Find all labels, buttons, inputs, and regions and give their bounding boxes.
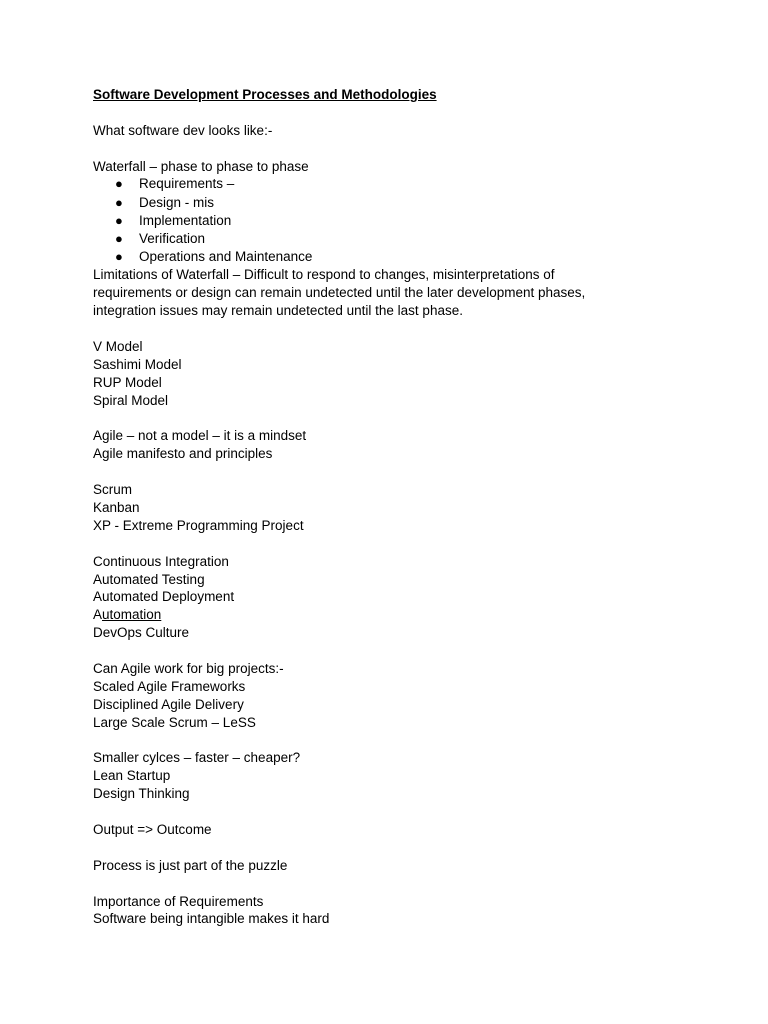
phase-label: Verification <box>139 231 206 247</box>
big-projects-line: Scaled Agile Frameworks <box>93 678 246 694</box>
limitations-line: integration issues may remain undetected until the last phase. <box>93 303 463 319</box>
spacer <box>93 875 693 893</box>
spacer <box>93 535 693 553</box>
phase-label: Design - mis <box>139 194 215 210</box>
model-item: V Model <box>93 338 143 354</box>
list-item <box>93 194 693 212</box>
list-item <box>93 248 693 266</box>
automation-prefix: A <box>93 607 103 623</box>
phase-label: Operations and Maintenance <box>139 249 313 265</box>
bullet-icon: ● <box>115 194 123 210</box>
list-item <box>93 212 693 230</box>
process-puzzle-line: Process is just part of the puzzle <box>93 857 288 873</box>
practice-item: Automated Deployment <box>93 589 235 605</box>
limitations-line: Limitations of Waterfall – Difficult to respond to changes, misinterpretations of <box>93 267 555 283</box>
list-item <box>93 230 693 248</box>
automation-underlined: utomation <box>102 607 162 623</box>
phase-label: Requirements – <box>139 176 235 192</box>
output-outcome-line: Output => Outcome <box>93 822 212 837</box>
framework-item: Kanban <box>93 499 140 515</box>
spacer <box>93 803 693 821</box>
document-page <box>93 86 693 928</box>
framework-item: Scrum <box>93 482 133 498</box>
spacer <box>93 104 693 122</box>
spacer <box>93 463 693 481</box>
agile-line: Agile – not a model – it is a mindset <box>93 428 307 444</box>
spacer <box>93 410 693 428</box>
devops-line: DevOps Culture <box>93 625 190 641</box>
cycles-line: Smaller cylces – faster – cheaper? <box>93 750 301 766</box>
intro-line: What software dev looks like:- <box>93 122 273 138</box>
bullet-icon: ● <box>115 212 123 228</box>
model-item: Spiral Model <box>93 392 169 408</box>
agile-line: Agile manifesto and principles <box>93 446 273 462</box>
spacer <box>93 732 693 750</box>
phase-label: Implementation <box>139 212 232 228</box>
bullet-icon: ● <box>115 231 123 247</box>
spacer <box>93 839 693 857</box>
requirements-line: Software being intangible makes it hard <box>93 911 330 927</box>
big-projects-line: Large Scale Scrum – LeSS <box>93 714 256 730</box>
bullet-icon: ● <box>115 176 123 192</box>
cycles-line: Design Thinking <box>93 786 190 802</box>
framework-item: XP - Extreme Programming Project <box>93 517 304 533</box>
spacer <box>93 140 693 158</box>
limitations-line: requirements or design can remain undetected until the later development phases, <box>93 285 586 301</box>
spacer <box>93 320 693 338</box>
practice-item: Continuous Integration <box>93 553 229 569</box>
bullet-icon: ● <box>115 249 123 265</box>
requirements-line: Importance of Requirements <box>93 893 264 909</box>
big-projects-line: Disciplined Agile Delivery <box>93 696 244 712</box>
cycles-line: Lean Startup <box>93 768 171 784</box>
spacer <box>93 642 693 660</box>
model-item: Sashimi Model <box>93 356 182 372</box>
big-projects-line: Can Agile work for big projects:- <box>93 660 284 676</box>
waterfall-heading: Waterfall – phase to phase to phase <box>93 158 309 174</box>
automation-line <box>93 606 693 624</box>
waterfall-phase-list <box>93 175 693 266</box>
list-item <box>93 175 693 193</box>
practice-item: Automated Testing <box>93 571 205 587</box>
model-item: RUP Model <box>93 374 162 390</box>
document-title: Software Development Processes and Methodologies <box>93 87 437 102</box>
